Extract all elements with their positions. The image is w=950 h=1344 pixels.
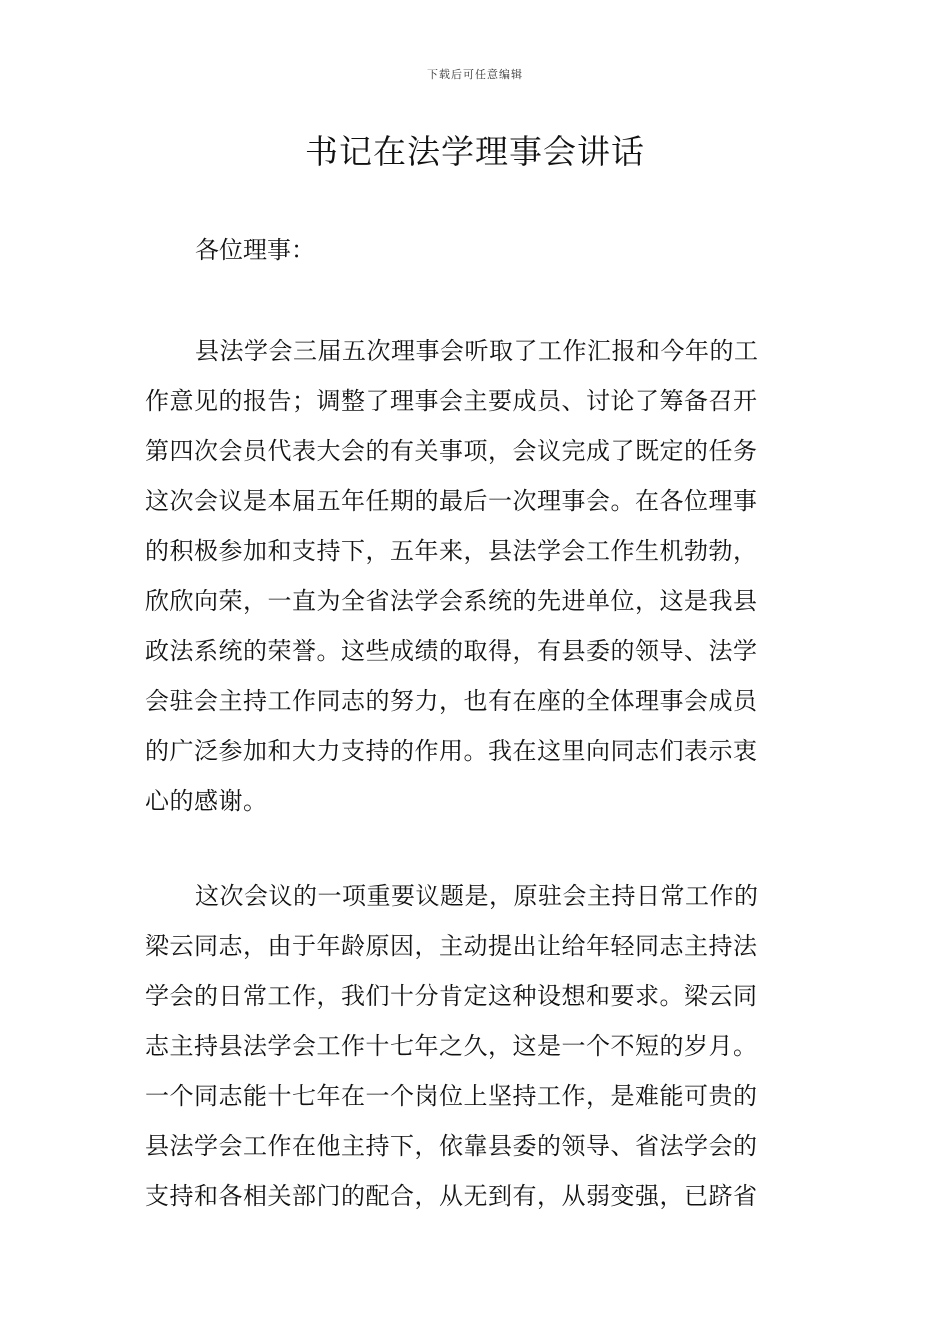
paragraph-line: 一个同志能十七年在一个岗位上坚持工作，是难能可贵的 (145, 1082, 758, 1110)
paragraph-1 (145, 326, 825, 826)
paragraph-line: 的积极参加和支持下，五年来，县法学会工作生机勃勃， (145, 537, 758, 565)
paragraph-line: 志主持县法学会工作十七年之久，这是一个不短的岁月。 (145, 1032, 758, 1060)
header-note: 下载后可任意编辑 (427, 68, 523, 81)
paragraph-line: 欣欣向荣，一直为全省法学会系统的先进单位，这是我县 (145, 587, 758, 615)
salutation: 各位理事： (195, 236, 315, 264)
paragraph-line: 第四次会员代表大会的有关事项，会议完成了既定的任务 (145, 437, 758, 465)
paragraph-line: 县法学会三届五次理事会听取了工作汇报和今年的工 (195, 337, 759, 365)
paragraph-line: 县法学会工作在他主持下，依靠县委的领导、省法学会的 (145, 1132, 758, 1160)
paragraph-line: 学会的日常工作，我们十分肯定这种设想和要求。梁云同 (145, 982, 758, 1010)
paragraph-line: 支持和各相关部门的配合，从无到有，从弱变强，已跻省 (145, 1182, 758, 1210)
document-title: 书记在法学理事会讲话 (305, 132, 645, 171)
paragraph-line: 梁云同志，由于年龄原因，主动提出让给年轻同志主持法 (145, 932, 758, 960)
paragraph-line: 心的感谢。 (145, 787, 268, 815)
paragraph-2 (145, 871, 825, 1221)
paragraph-line: 会驻会主持工作同志的努力，也有在座的全体理事会成员 (145, 687, 758, 715)
paragraph-line: 的广泛参加和大力支持的作用。我在这里向同志们表示衷 (145, 737, 758, 765)
paragraph-line: 作意见的报告；调整了理事会主要成员、讨论了筹备召开 (145, 387, 758, 415)
paragraph-line: 政法系统的荣誉。这些成绩的取得，有县委的领导、法学 (145, 637, 758, 665)
paragraph-line: 这次会议的一项重要议题是，原驻会主持日常工作的 (195, 882, 759, 910)
paragraph-line: 这次会议是本届五年任期的最后一次理事会。在各位理事 (145, 487, 758, 515)
